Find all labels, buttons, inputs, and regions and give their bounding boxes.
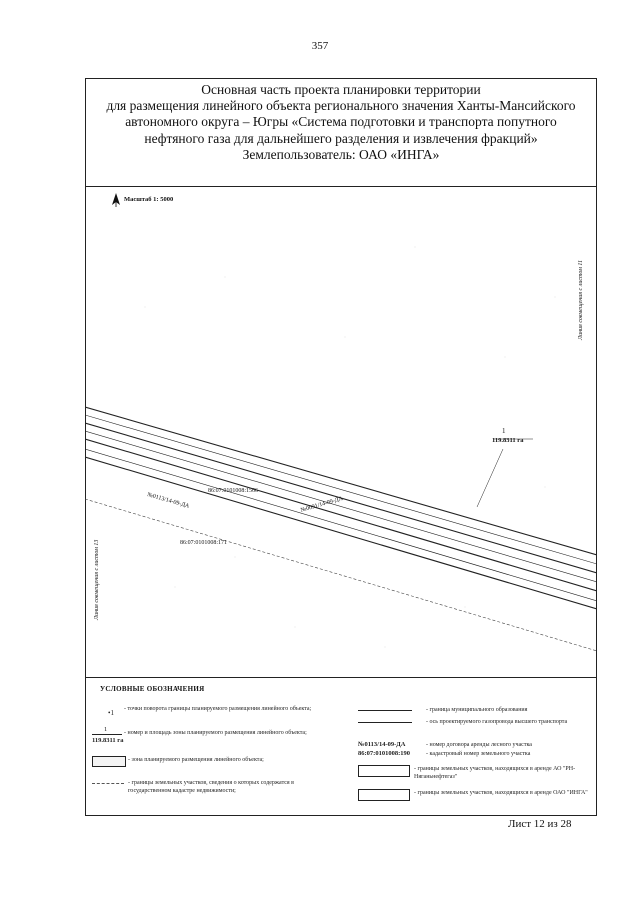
map-scale: Масштаб 1: 5000 [124, 196, 174, 203]
zone-leader-line [477, 449, 503, 507]
legend-zone-number: 1 [104, 726, 108, 733]
legend-municipal-boundary: - граница муниципального образования [426, 707, 528, 713]
legend-divider [85, 677, 597, 678]
legend-pipeline-axis: - ось проектируемого газопровода высшего транспорта [426, 719, 568, 725]
parcel-boundary-line [85, 499, 597, 651]
legend-zone-number-area: - номер и площадь зоны планируемого размещения линейного объекта; [124, 730, 307, 736]
title-line-1: Основная часть проекта планировки территории [201, 82, 481, 97]
legend-rn-lease-symbol [358, 765, 410, 777]
cadastral-label-1566: 86:07:0101008:1566 [208, 488, 259, 494]
legend-title: УСЛОВНЫЕ ОБОЗНАЧЕНИЯ [100, 685, 205, 693]
zone-number: 1 [502, 427, 506, 435]
lease-label-0113: №0113/14-09-ДА [146, 492, 190, 510]
legend-zone-area: 119.8311 га [92, 737, 124, 744]
legend-cadastre-boundaries: - границы земельных участков, сведения о которых содержатся в государственном кадастре недвижимости; [128, 780, 295, 794]
zone-area: 119.8311 га [492, 437, 524, 444]
legend-cadastral-symbol: 86:07:0101008:190 [358, 750, 410, 757]
title-line-3: автономного округа – Югры «Система подготовки и транспорта попутного [125, 114, 557, 130]
parcel-boundary [85, 499, 597, 651]
lease-label-0091: №0091/14-09-ДА [300, 495, 344, 514]
legend-municipal-symbol [358, 710, 412, 711]
legend-rn-lease: - границы земельных участков, находящихся в аренде АО "РН-Няганьнефтегаз" [414, 766, 576, 780]
title-block [86, 82, 596, 163]
match-line-left: Линия совмещения с листом 13 [94, 539, 100, 620]
legend-cadastre-symbol [92, 783, 124, 784]
title-line-2: для размещения линейного объекта регионального значения Ханты-Мансийского [106, 98, 576, 114]
corridor-line-5 [85, 439, 597, 591]
title-line-5: Землепользователь: ОАО «ИНГА» [242, 146, 440, 162]
legend-cadastral-number: - кадастровый номер земельного участка [426, 751, 531, 757]
page-number: 357 [311, 40, 329, 52]
title-line-4: нефтяного газа для дальнейшего разделения и извлечения фракций» [144, 130, 538, 146]
match-line-right: Линия совмещения с листом 11 [578, 260, 584, 340]
legend-inga-lease-symbol [358, 789, 410, 801]
map-texture [145, 247, 556, 648]
corridor-line-6 [85, 449, 597, 601]
legend-pipeline-symbol [358, 722, 412, 723]
legend-zone-underline [92, 734, 122, 735]
legend-planned-zone: - зона планируемого размещения линейного объекта; [128, 757, 264, 763]
legend-lease-number: - номер договора аренды лесного участка [426, 742, 532, 748]
legend-inga-lease: - границы земельных участков, находящихся в аренде ОАО "ИНГА" [414, 790, 588, 796]
corridor-line-4 [85, 431, 597, 582]
north-arrow-icon [112, 193, 120, 212]
sheet-label: Лист 12 из 28 [508, 818, 572, 830]
map-canvas [85, 187, 597, 677]
legend-planned-zone-symbol [92, 756, 126, 767]
legend-lease-symbol: №0113/14-09-ДА [358, 741, 406, 748]
legend-point-symbol: •1 [108, 709, 114, 717]
legend-turn-points: - точки поворота границы планируемого размещения линейного объекта; [124, 706, 312, 712]
cadastral-label-171: 86:07:0101008:171 [180, 540, 228, 546]
